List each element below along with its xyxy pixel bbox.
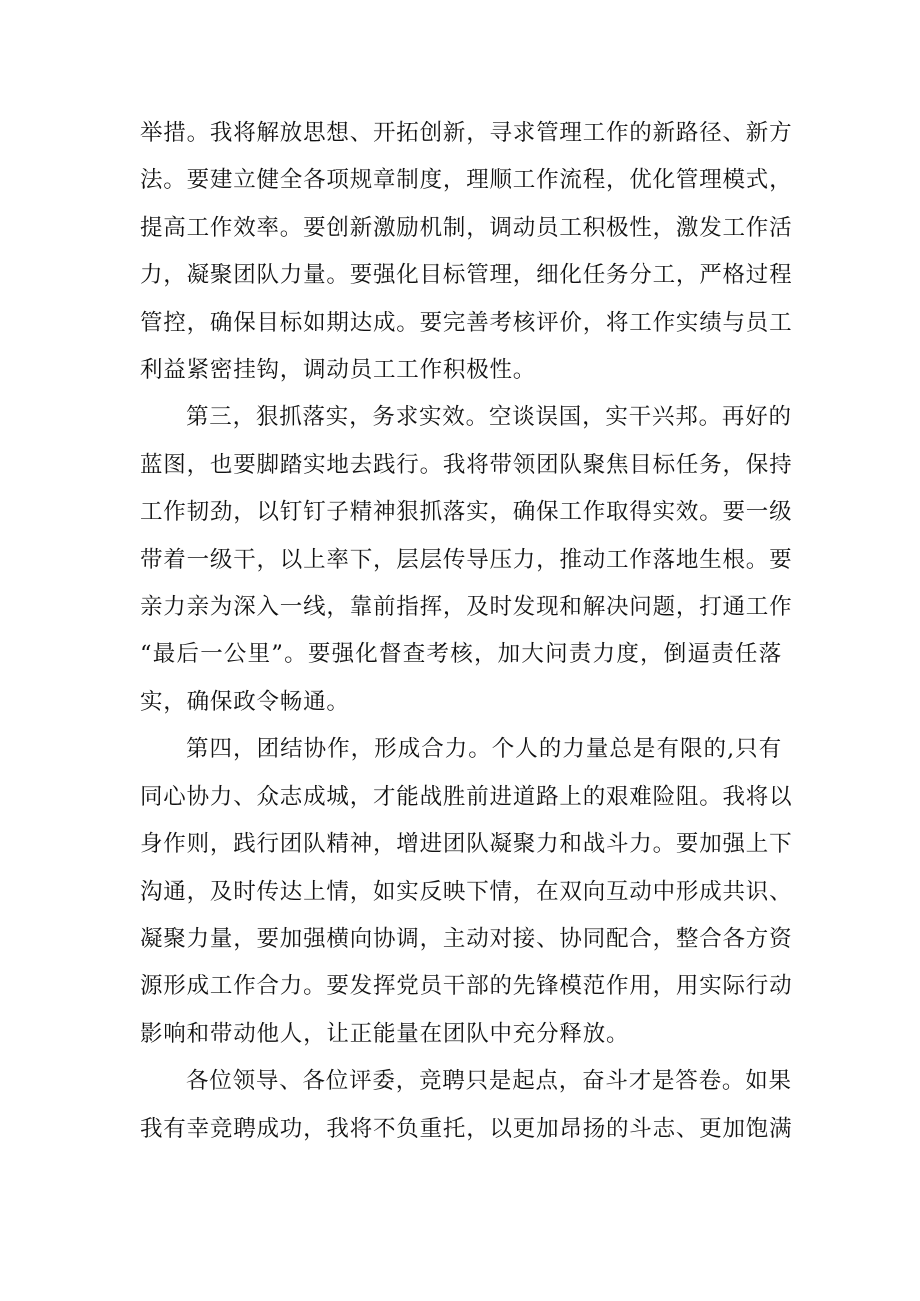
- text-line: 源形成工作合力。要发挥党员干部的先锋模范作用，用实际行动: [140, 973, 793, 1000]
- text-line: 凝聚力量，要加强横向协调，主动对接、协同配合，整合各方资: [140, 925, 793, 952]
- text-line: 沟通，及时传达上情，如实反映下情，在双向互动中形成共识、: [140, 878, 793, 905]
- text-line: 举措。我将解放思想、开拓创新，寻求管理工作的新路径、新方: [140, 120, 793, 146]
- text-line: 身作则，践行团队精神，增进团队凝聚力和战斗力。要加强上下: [140, 831, 793, 858]
- text-line: 带着一级干，以上率下，层层传导压力，推动工作落地生根。要: [140, 546, 793, 573]
- text-line: 蓝图，也要脚踏实地去践行。我将带领团队聚焦目标任务，保持: [140, 451, 793, 478]
- text-line: 同心协力、众志成城，才能战胜前进道路上的艰难险阻。我将以: [140, 783, 793, 810]
- text-line: 管控，确保目标如期达成。要完善考核评价，将工作实绩与员工: [140, 309, 793, 336]
- paragraph-4: [140, 1058, 793, 1153]
- text-line: 法。要建立健全各项规章制度，理顺工作流程，优化管理模式，: [140, 167, 793, 194]
- paragraph-2: [140, 394, 793, 726]
- text-line: 我有幸竞聘成功，我将不负重托，以更加昂扬的斗志、更加饱满: [140, 1115, 793, 1142]
- paragraph-3: [140, 726, 793, 1058]
- paragraph-1: [140, 110, 793, 394]
- text-line: 亲力亲为深入一线，靠前指挥，及时发现和解决问题，打通工作: [140, 594, 793, 621]
- text-line: 工作韧劲，以钉钉子精神狠抓落实，确保工作取得实效。要一级: [140, 499, 793, 526]
- text-line: 提高工作效率。要创新激励机制，调动员工积极性，激发工作活: [140, 214, 793, 241]
- document-body: [140, 110, 793, 1153]
- text-line: 力，凝聚团队力量。要强化目标管理，细化任务分工，严格过程: [140, 262, 793, 289]
- text-line: “最后一公里”。要强化督查考核，加大问责力度，倒逼责任落: [140, 641, 782, 668]
- text-line: 各位领导、各位评委，竞聘只是起点，奋斗才是答卷。如果: [186, 1068, 792, 1095]
- text-line: 实，确保政令畅通。: [140, 688, 350, 715]
- text-line: 第三，狠抓落实，务求实效。空谈误国，实干兴邦。再好的: [186, 404, 792, 431]
- text-line: 影响和带动他人，让正能量在团队中充分释放。: [140, 1020, 630, 1047]
- text-line: 第四，团结协作，形成合力。个人的力量总是有限的,只有: [186, 736, 782, 763]
- text-line: 利益紧密挂钩，调动员工工作积极性。: [140, 357, 537, 384]
